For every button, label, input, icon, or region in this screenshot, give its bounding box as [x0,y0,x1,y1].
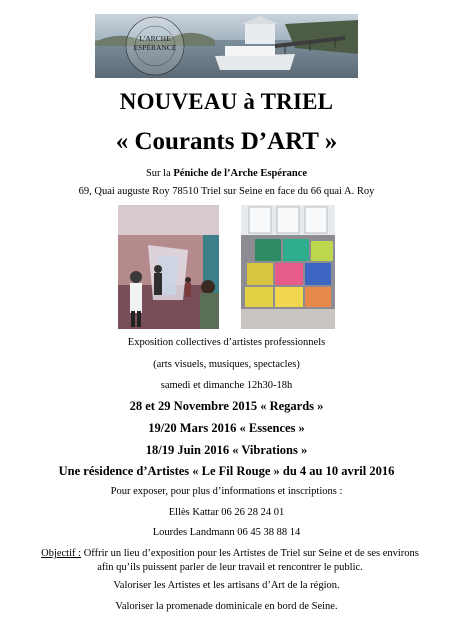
exhibition-photo-visitors [118,205,219,329]
banner-logo: L'ARCHE ESPÉRANCE [133,34,177,52]
description-line-1: Exposition collectives d’artistes professionnels [127,337,326,348]
contact-lourdes-landmann: Lourdes Landmann 06 45 38 88 14 [152,527,301,538]
header-banner-image [95,14,358,78]
address-line: 69, Quai auguste Roy 78510 Triel sur Seine en face du 66 quai A. Roy [78,186,375,197]
venue-line [0,168,453,179]
title-courants-dart: « Courants D’ART » [115,128,338,155]
venue-prefix: Sur la [145,168,174,179]
opening-hours: samedi et dimanche 12h30-18h [160,380,293,391]
objective-paragraph [40,547,420,575]
contact-intro: Pour exposer, pour plus d’informations et inscriptions : [110,486,343,497]
closing-line-1: Valoriser les Artistes et les artisans d’Art de la région. [113,580,340,591]
event-regards: 28 et 29 Novembre 2015 « Regards » [129,399,324,413]
description-line-2: (arts visuels, musiques, spectacles) [153,359,300,370]
exhibition-photo-artworks [241,205,335,329]
closing-line-2: Valoriser la promenade dominicale en bord de Seine. [115,601,338,612]
event-vibrations: 18/19 Juin 2016 « Vibrations » [145,443,308,457]
event-residence-fil-rouge: Une résidence d’Artistes « Le Fil Rouge » du 4 au 10 avril 2016 [58,464,395,478]
title-nouveau: NOUVEAU à TRIEL [119,89,334,114]
event-essences: 19/20 Mars 2016 « Essences » [148,421,305,435]
venue-name: Péniche de l’Arche Espérance [173,168,308,179]
objective-text: Offrir un lieu d’exposition pour les Artistes de Triel sur Seine et de ses environs afin qu’ils puissent parler de leur travail et rencontrer le public. [81,548,419,573]
contact-elles-kattar: Ellès Kattar 06 26 28 24 01 [168,507,285,518]
objective-label: Objectif : [41,548,82,559]
